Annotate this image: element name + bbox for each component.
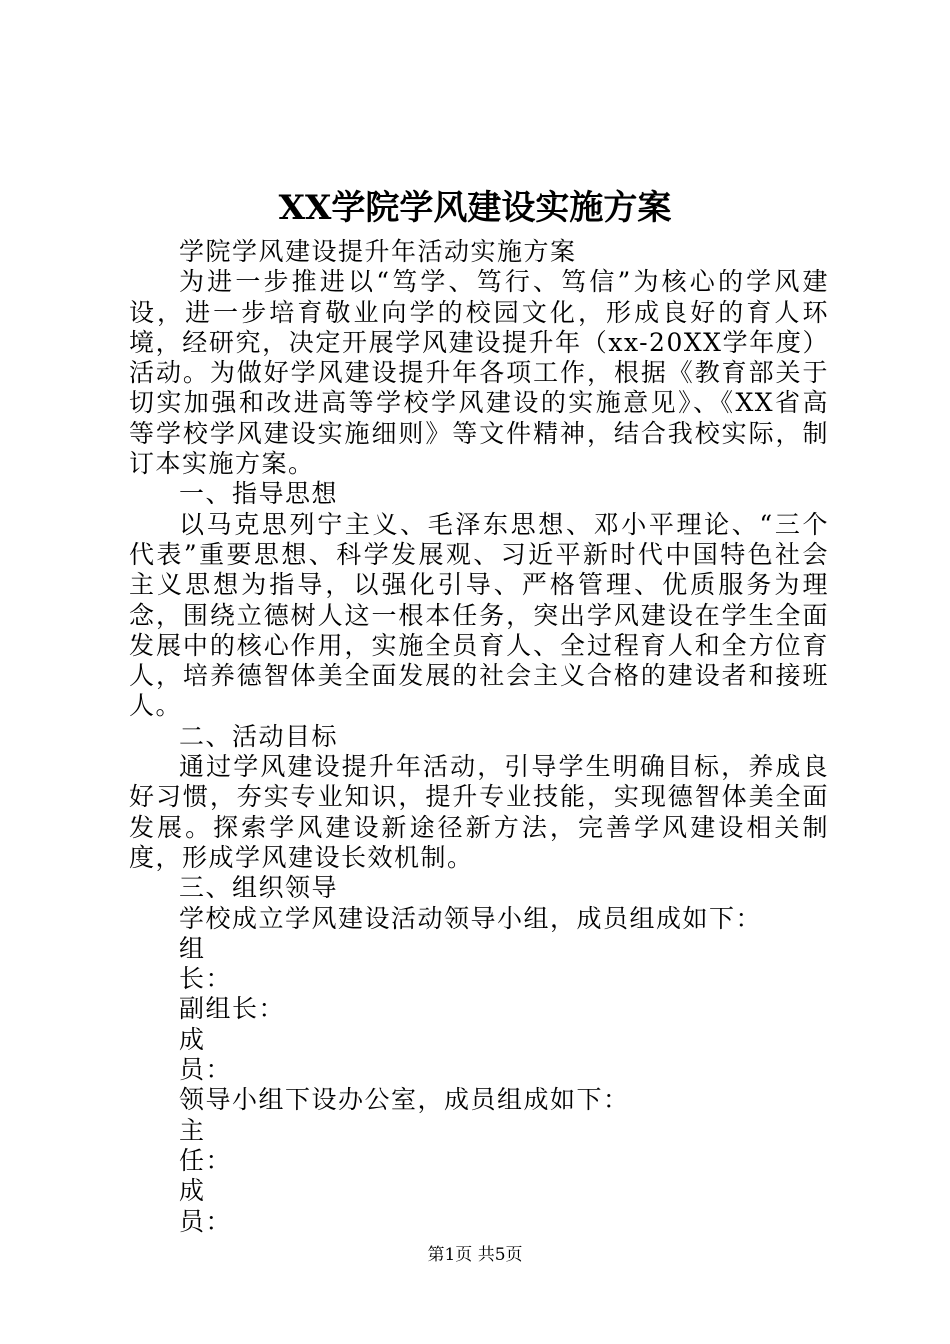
section-heading-guiding-ideology: 一、指导思想 bbox=[179, 479, 339, 509]
group-leader-label: 组长： bbox=[179, 933, 233, 994]
activity-goals-paragraph: 通过学风建设提升年活动，引导学生明确目标，养成良好习惯，夯实专业知识，提升专业技能，实现德智体美全面发展。探索学风建设新途径新方法，完善学风建设相关制度，形成学风建设长效机制。 bbox=[129, 752, 829, 872]
section-heading-activity-goals: 二、活动目标 bbox=[179, 721, 339, 751]
office-members-label: 成员： bbox=[179, 1176, 233, 1236]
guiding-ideology-paragraph: 以马克思列宁主义、毛泽东思想、邓小平理论、“三个代表”重要思想、科学发展观、习近平新时代中国特色社会主义思想为指导，以强化引导、严格管理、优质服务为理念，围绕立德树人这一根本任务，突出学风建设在学生全面发展中的核心作用，实施全员育人、全过程育人和全方位育人，培养德智体美全面发展的社会主义合格的建设者和接班人。 bbox=[129, 509, 829, 721]
intro-paragraph: 为进一步推进以“笃学、笃行、笃信”为核心的学风建设，进一步培育敬业向学的校园文化，形成良好的育人环境，经研究，决定开展学风建设提升年（xx-20XX学年度）活动。为做好学风建设提升年各项工作，根据《教育部关于切实加强和改进高等学校学风建设的实施意见》、《XX省高等学校学风建设实施细则》等文件精神，结合我校实际，制订本实施方案。 bbox=[129, 267, 829, 479]
office-director-label: 主任： bbox=[179, 1115, 233, 1175]
document-body bbox=[129, 237, 829, 1237]
group-members-label: 成员： bbox=[179, 1024, 233, 1085]
office-intro: 领导小组下设办公室，成员组成如下： bbox=[179, 1085, 630, 1115]
deputy-leader-label: 副组长： bbox=[179, 994, 286, 1024]
subtitle-paragraph: 学院学风建设提升年活动实施方案 bbox=[179, 237, 577, 266]
leading-group-intro: 学校成立学风建设活动领导小组，成员组成如下： bbox=[179, 903, 763, 933]
document-title: XX学院学风建设实施方案 bbox=[278, 188, 672, 228]
page-number-footer: 第1页 共5页 bbox=[427, 1245, 523, 1265]
section-heading-organization: 三、组织领导 bbox=[179, 873, 339, 903]
